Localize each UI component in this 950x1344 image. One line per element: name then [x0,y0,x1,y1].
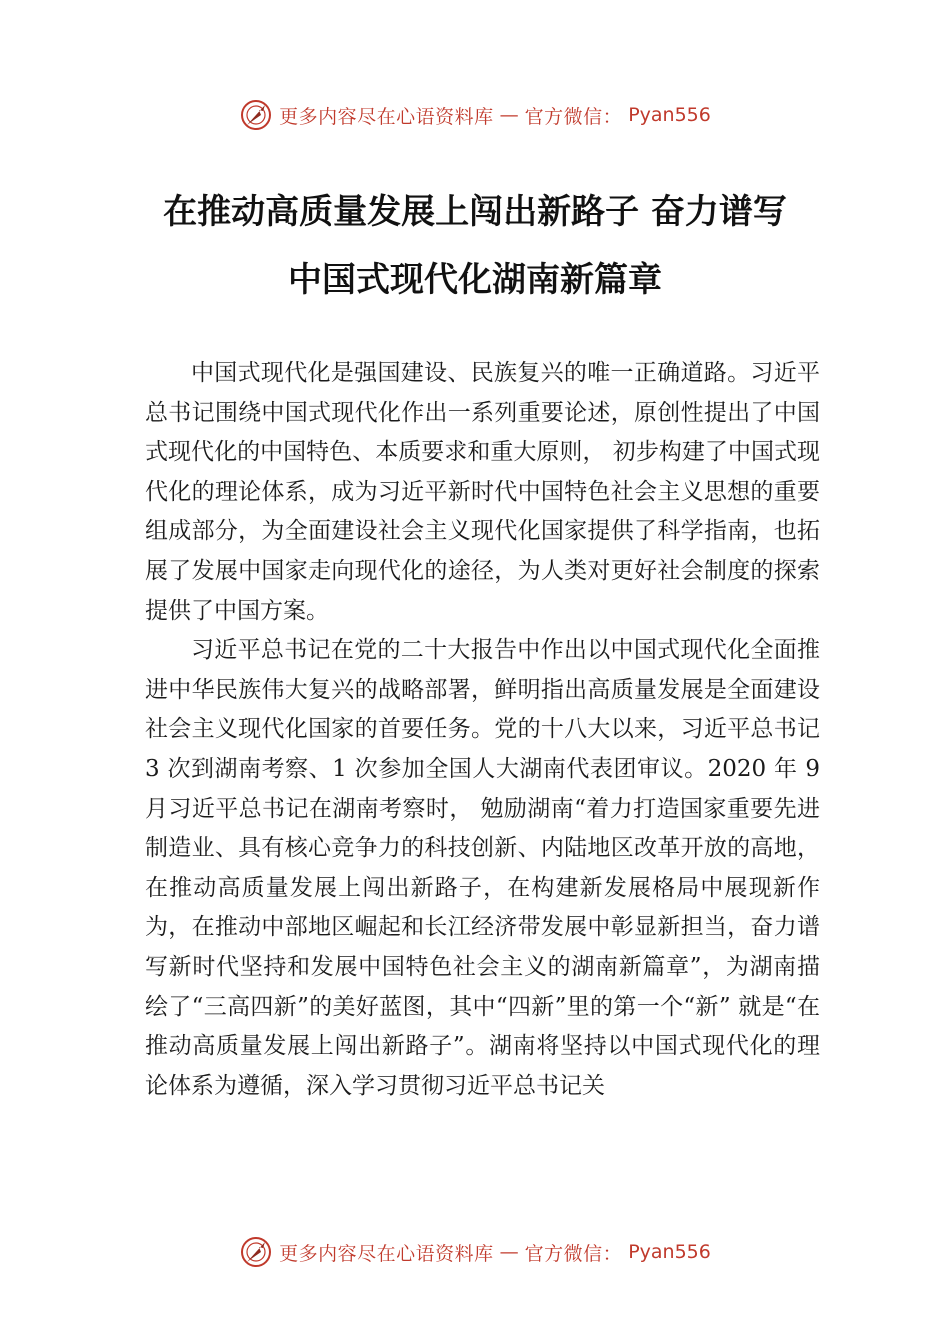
banner-wechat-handle: Pyan556 [628,104,711,126]
paragraph: 中国式现代化是强国建设、民族复兴的唯一正确道路。习近平总书记围绕中国式现代化作出一系列重要论述，原创性提出了中国式现代化的中国特色、本质要求和重大原则， 初步构建了中国式现代化的理论体系，成为习近平新时代中国特色社会主义思想的重要组成部分，为全面建设社会主义现代化国家提供了科学指南，也拓展了发展中国家走向现代化的途径，为人类对更好社会制度的探索提供了中国方案。 [145,360,820,624]
title-line-1: 在推动高质量发展上闯出新路子 奋力谱写 [163,192,787,232]
title-line-2: 中国式现代化湖南新篇章 [288,260,662,300]
banner-separator: — [499,1241,519,1263]
footer-banner [0,1232,950,1272]
banner-main-text: 更多内容尽在心语资料库 [279,1242,494,1265]
banner-official-text: 官方微信： [524,105,623,128]
paragraph: 习近平总书记在党的二十大报告中作出以中国式现代化全面推进中华民族伟大复兴的战略部署，鲜明指出高质量发展是全面建设社会主义现代化国家的首要任务。党的十八大以来，习近平总书记 3 次到湖南考察、1 次参加全国人大湖南代表团审议。2020 年 9 月习近平总书记在湖南考察时， 勉励湖南“着力打造国家重要先进制造业、具有核心竞争力的科技创新、内陆地区改革开放的高地，在推动高质量发展上闯出新路子，在构建新发展格局中展现新作为，在推动中部地区崛起和长江经济带发展中彰显新担当，奋力谱写新时代坚持和发展中国特色社会主义的湖南新篇章”，为湖南描绘了“三高四新”的美好蓝图，其中“四新”里的第一个“新” 就是“在推动高质量发展上闯出新路子”。湖南将坚持以中国式现代化的理论体系为遵循，深入学习贯彻习近平总书记关 [145,637,820,1099]
quill-seal-icon [239,1235,273,1269]
header-banner [0,95,950,135]
banner-main-text: 更多内容尽在心语资料库 [279,105,494,128]
banner-official-text: 官方微信： [524,1242,623,1265]
document-body [145,354,820,1106]
quill-seal-icon [239,98,273,132]
banner-separator: — [499,104,519,126]
banner-wechat-handle: Pyan556 [628,1241,711,1263]
document-title [120,178,830,314]
